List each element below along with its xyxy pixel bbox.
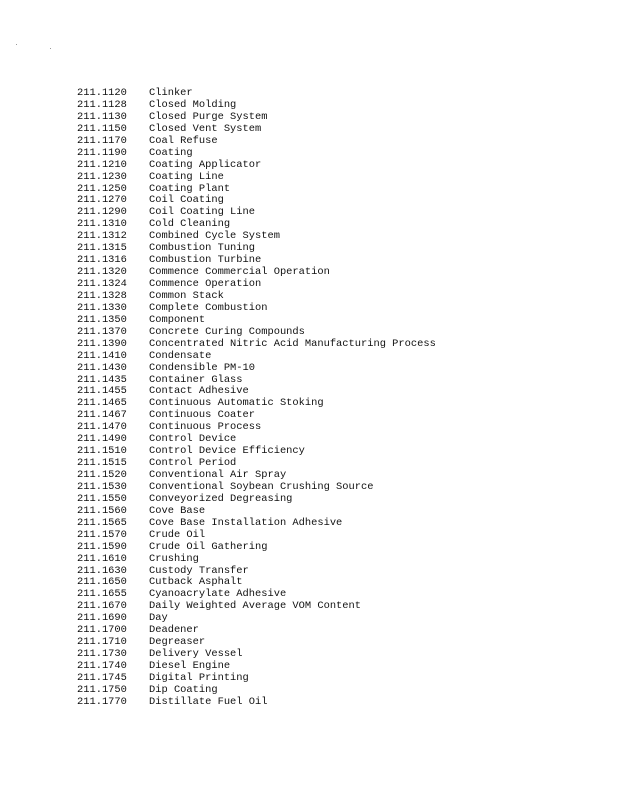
section-number: 211.1570 bbox=[77, 528, 127, 541]
section-number: 211.1430 bbox=[77, 361, 127, 374]
defined-term: Control Device Efficiency bbox=[149, 445, 305, 458]
defined-term: Coating Applicator bbox=[149, 158, 262, 171]
list-item bbox=[77, 673, 436, 685]
defined-term: Crude Oil Gathering bbox=[149, 540, 268, 553]
scan-speck bbox=[16, 44, 17, 45]
defined-term: Custody Transfer bbox=[149, 564, 249, 577]
defined-term: Control Period bbox=[149, 457, 237, 470]
list-item bbox=[77, 649, 436, 661]
defined-term: Digital Printing bbox=[149, 671, 249, 684]
section-number: 211.1490 bbox=[77, 433, 127, 446]
defined-term: Continuous Process bbox=[149, 421, 262, 434]
section-number: 211.1690 bbox=[77, 612, 127, 625]
list-item bbox=[77, 398, 436, 410]
section-number: 211.1630 bbox=[77, 564, 127, 577]
section-number: 211.1250 bbox=[77, 182, 127, 195]
list-item bbox=[77, 601, 436, 613]
section-number: 211.1370 bbox=[77, 325, 127, 338]
defined-term: Day bbox=[149, 612, 168, 625]
section-number: 211.1390 bbox=[77, 337, 127, 350]
defined-term: Deadener bbox=[149, 624, 199, 637]
defined-term: Clinker bbox=[149, 87, 193, 99]
list-item bbox=[77, 661, 436, 673]
defined-term: Cyanoacrylate Adhesive bbox=[149, 588, 287, 601]
section-number: 211.1210 bbox=[77, 158, 127, 171]
section-number: 211.1700 bbox=[77, 624, 127, 637]
list-item bbox=[77, 124, 436, 136]
defined-term: Contact Adhesive bbox=[149, 385, 249, 398]
list-item bbox=[77, 148, 436, 160]
section-number: 211.1710 bbox=[77, 636, 127, 649]
list-item bbox=[77, 136, 436, 148]
defined-term: Continuous Coater bbox=[149, 409, 256, 422]
definitions-list bbox=[77, 88, 436, 709]
section-number: 211.1510 bbox=[77, 445, 127, 458]
list-item bbox=[77, 422, 436, 434]
section-number: 211.1550 bbox=[77, 492, 127, 505]
list-item bbox=[77, 351, 436, 363]
section-number: 211.1120 bbox=[77, 87, 127, 99]
section-number: 211.1650 bbox=[77, 576, 127, 589]
section-number: 211.1520 bbox=[77, 469, 127, 481]
list-item bbox=[77, 172, 436, 184]
section-number: 211.1435 bbox=[77, 373, 127, 386]
list-item bbox=[77, 231, 436, 243]
section-number: 211.1170 bbox=[77, 134, 127, 147]
defined-term: Closed Molding bbox=[149, 98, 237, 111]
defined-term: Coating Plant bbox=[149, 182, 231, 195]
section-number: 211.1330 bbox=[77, 301, 127, 314]
defined-term: Crude Oil bbox=[149, 528, 206, 541]
defined-term: Conveyorized Degreasing bbox=[149, 492, 293, 505]
section-number: 211.1565 bbox=[77, 516, 127, 529]
list-item bbox=[77, 279, 436, 291]
section-number: 211.1745 bbox=[77, 671, 127, 684]
list-item bbox=[77, 446, 436, 458]
defined-term: Commence Commercial Operation bbox=[149, 266, 330, 279]
defined-term: Conventional Soybean Crushing Source bbox=[149, 480, 374, 493]
defined-term: Dip Coating bbox=[149, 683, 218, 696]
list-item bbox=[77, 494, 436, 506]
list-item bbox=[77, 375, 436, 387]
defined-term: Cove Base Installation Adhesive bbox=[149, 516, 343, 529]
defined-term: Cutback Asphalt bbox=[149, 576, 243, 589]
defined-term: Container Glass bbox=[149, 373, 243, 386]
defined-term: Control Device bbox=[149, 433, 237, 446]
section-number: 211.1316 bbox=[77, 254, 127, 267]
list-item bbox=[77, 207, 436, 219]
section-number: 211.1128 bbox=[77, 98, 127, 111]
defined-term: Concrete Curing Compounds bbox=[149, 325, 305, 338]
defined-term: Cove Base bbox=[149, 504, 206, 517]
list-item bbox=[77, 160, 436, 172]
section-number: 211.1465 bbox=[77, 397, 127, 410]
section-number: 211.1455 bbox=[77, 385, 127, 398]
list-item bbox=[77, 697, 436, 709]
defined-term: Crushing bbox=[149, 552, 199, 565]
section-number: 211.1740 bbox=[77, 660, 127, 672]
section-number: 211.1312 bbox=[77, 230, 127, 243]
section-number: 211.1610 bbox=[77, 552, 127, 565]
section-number: 211.1730 bbox=[77, 648, 127, 661]
section-number: 211.1470 bbox=[77, 421, 127, 434]
section-number: 211.1150 bbox=[77, 122, 127, 135]
list-item bbox=[77, 518, 436, 530]
defined-term: Condensate bbox=[149, 349, 212, 362]
section-number: 211.1770 bbox=[77, 695, 127, 708]
defined-term: Coating bbox=[149, 146, 193, 159]
defined-term: Continuous Automatic Stoking bbox=[149, 397, 324, 410]
section-number: 211.1270 bbox=[77, 194, 127, 207]
defined-term: Common Stack bbox=[149, 289, 224, 302]
list-item bbox=[77, 195, 436, 207]
defined-term: Coal Refuse bbox=[149, 134, 218, 147]
defined-term: Distillate Fuel Oil bbox=[149, 695, 268, 708]
defined-term: Combustion Tuning bbox=[149, 242, 256, 255]
section-number: 211.1190 bbox=[77, 146, 127, 159]
list-item bbox=[77, 566, 436, 578]
defined-term: Combustion Turbine bbox=[149, 254, 262, 267]
list-item bbox=[77, 339, 436, 351]
list-item bbox=[77, 530, 436, 542]
section-number: 211.1467 bbox=[77, 409, 127, 422]
list-item bbox=[77, 315, 436, 327]
defined-term: Coating Line bbox=[149, 170, 224, 183]
list-item bbox=[77, 184, 436, 196]
defined-term: Diesel Engine bbox=[149, 660, 231, 672]
scan-speck bbox=[50, 48, 51, 49]
section-number: 211.1590 bbox=[77, 540, 127, 553]
list-item bbox=[77, 303, 436, 315]
list-item bbox=[77, 554, 436, 566]
section-number: 211.1655 bbox=[77, 588, 127, 601]
defined-term: Conventional Air Spray bbox=[149, 469, 287, 481]
defined-term: Daily Weighted Average VOM Content bbox=[149, 600, 362, 613]
defined-term: Coil Coating bbox=[149, 194, 224, 207]
list-item bbox=[77, 88, 436, 100]
defined-term: Commence Operation bbox=[149, 278, 262, 290]
defined-term: Condensible PM-10 bbox=[149, 361, 256, 374]
section-number: 211.1350 bbox=[77, 313, 127, 326]
section-number: 211.1750 bbox=[77, 683, 127, 696]
section-number: 211.1670 bbox=[77, 600, 127, 613]
list-item bbox=[77, 613, 436, 625]
defined-term: Complete Combustion bbox=[149, 301, 268, 314]
section-number: 211.1230 bbox=[77, 170, 127, 183]
section-number: 211.1324 bbox=[77, 278, 127, 290]
list-item bbox=[77, 363, 436, 375]
defined-term: Cold Cleaning bbox=[149, 218, 231, 231]
defined-term: Closed Purge System bbox=[149, 110, 268, 123]
defined-term: Closed Vent System bbox=[149, 122, 262, 135]
list-item bbox=[77, 542, 436, 554]
section-number: 211.1515 bbox=[77, 457, 127, 470]
section-number: 211.1328 bbox=[77, 289, 127, 302]
defined-term: Combined Cycle System bbox=[149, 230, 280, 243]
defined-term: Concentrated Nitric Acid Manufacturing Process bbox=[149, 337, 436, 350]
section-number: 211.1290 bbox=[77, 206, 127, 219]
defined-term: Coil Coating Line bbox=[149, 206, 256, 219]
list-item bbox=[77, 625, 436, 637]
defined-term: Component bbox=[149, 313, 206, 326]
section-number: 211.1130 bbox=[77, 110, 127, 123]
defined-term: Degreaser bbox=[149, 636, 206, 649]
defined-term: Delivery Vessel bbox=[149, 648, 243, 661]
list-item bbox=[77, 327, 436, 339]
section-number: 211.1560 bbox=[77, 504, 127, 517]
section-number: 211.1410 bbox=[77, 349, 127, 362]
section-number: 211.1315 bbox=[77, 242, 127, 255]
section-number: 211.1310 bbox=[77, 218, 127, 231]
section-number: 211.1320 bbox=[77, 266, 127, 279]
list-item bbox=[77, 506, 436, 518]
list-item bbox=[77, 637, 436, 649]
section-number: 211.1530 bbox=[77, 480, 127, 493]
